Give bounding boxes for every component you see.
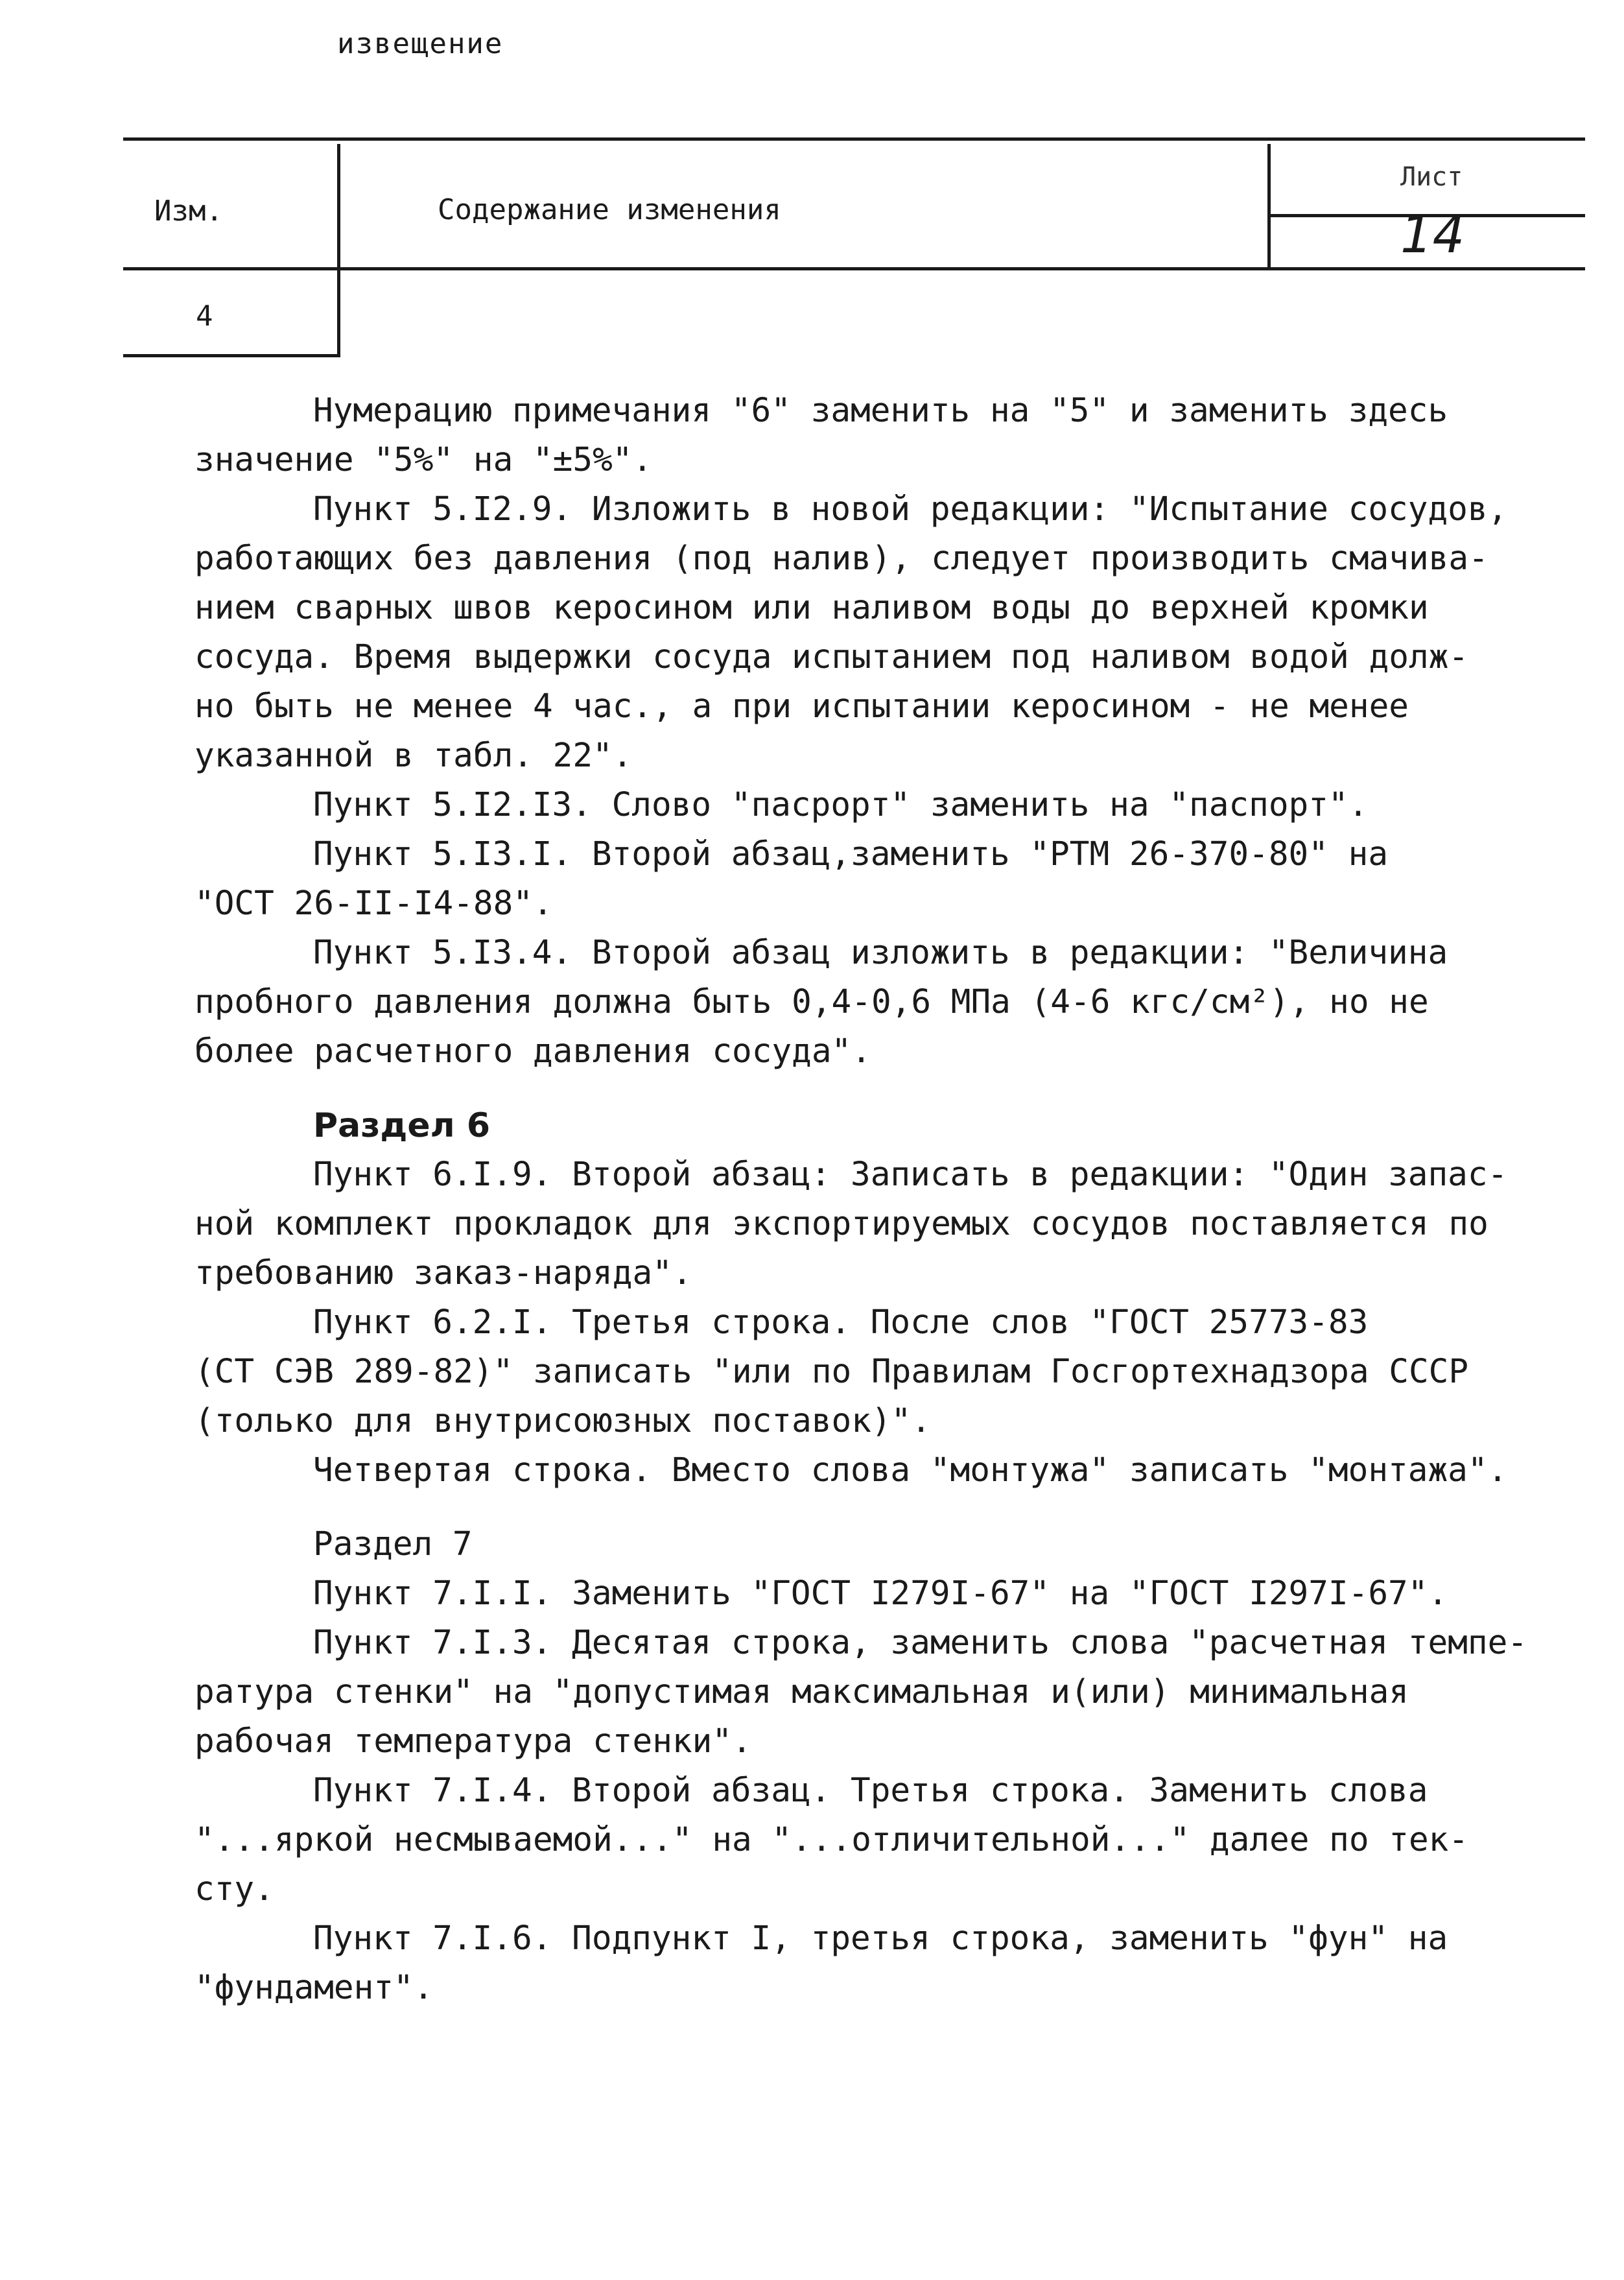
text-line: Четвертая строка. Вместо слова "монтужа" записать "монтажа".	[313, 1451, 1508, 1490]
table-col-divider-left	[337, 144, 340, 357]
text-line: "...яркой несмываемой..." на "...отличительной..." далее по тек-	[194, 1821, 1469, 1859]
text-line: Пункт 7.I.I. Заменить "ГОСТ I279I-67" на "ГОСТ I297I-67".	[313, 1574, 1448, 1613]
text-line: "фундамент".	[194, 1969, 434, 2007]
text-line: более расчетного давления сосуда".	[194, 1032, 871, 1071]
text-line: ратура стенки" на "допустимая максимальная и(или) минимальная	[194, 1673, 1409, 1711]
text-line: (только для внутрисоюзных поставок)".	[194, 1402, 932, 1440]
table-top-rule	[123, 137, 1585, 141]
text-line: сосуда. Время выдержки сосуда испытанием под наливом водой долж-	[194, 638, 1469, 676]
change-column-label: Изм.	[154, 195, 223, 228]
text-line: Пункт 7.I.4. Второй абзац. Третья строка. Заменить слова	[313, 1772, 1428, 1810]
text-line: Пункт 7.I.3. Десятая строка, заменить слова "расчетная темпе-	[313, 1624, 1527, 1662]
text-line: Пункт 6.2.I. Третья строка. После слов "ГОСТ 25773-83	[313, 1303, 1369, 1342]
text-line: но быть не менее 4 час., а при испытании керосином - не менее	[194, 687, 1409, 726]
change-content-text	[194, 386, 1575, 2013]
text-line: Нумерацию примечания "6" заменить на "5" и заменить здесь	[313, 392, 1448, 430]
text-line: Пункт 5.I3.I. Второй абзац,заменить "РТМ 26-370-80" на	[313, 835, 1389, 873]
text-line: сту.	[194, 1870, 274, 1908]
table-row-bottom-rule	[123, 354, 340, 357]
table-header-bottom-rule	[123, 267, 1585, 270]
text-line: требованию заказ-наряда".	[194, 1254, 692, 1292]
document-header: извещение	[337, 27, 504, 60]
text-line: значение "5%" на "±5%".	[194, 441, 653, 479]
text-line: рабочая температура стенки".	[194, 1722, 752, 1761]
section-heading: Раздел 6	[313, 1106, 491, 1145]
text-line: Пункт 6.I.9. Второй абзац: Записать в редакции: "Один запас-	[313, 1156, 1508, 1194]
sheet-label: Лист	[1400, 162, 1463, 192]
text-line: Пункт 7.I.6. Подпункт I, третья строка, заменить "фун" на	[313, 1919, 1448, 1958]
text-line: ной комплект прокладок для экспортируемых сосудов поставляется по	[194, 1205, 1489, 1243]
text-line: Пункт 5.I3.4. Второй абзац изложить в редакции: "Величина	[313, 934, 1448, 972]
sheet-number: 14	[1400, 206, 1465, 265]
text-line: Пункт 5.I2.I3. Слово "пасрорт" заменить на "паспорт".	[313, 786, 1369, 824]
table-col-divider-right	[1267, 144, 1271, 270]
text-line: указанной в табл. 22".	[194, 737, 633, 775]
section-heading: Раздел 7	[313, 1525, 473, 1563]
text-line: (СТ СЭВ 289-82)" записать "или по Правилам Госгортехнадзора СССР	[194, 1353, 1469, 1391]
content-column-label: Содержание изменения	[438, 193, 781, 226]
change-number: 4	[196, 300, 213, 333]
text-line: "ОСТ 26-II-I4-88".	[194, 885, 553, 923]
text-line: Пункт 5.I2.9. Изложить в новой редакции: "Испытание сосудов,	[313, 490, 1508, 528]
text-line: нием сварных швов керосином или наливом воды до верхней кромки	[194, 589, 1429, 627]
text-line: работающих без давления (под налив), следует производить смачива-	[194, 540, 1489, 578]
text-line: пробного давления должна быть 0,4-0,6 МПа (4-6 кгс/см²), но не	[194, 983, 1429, 1021]
